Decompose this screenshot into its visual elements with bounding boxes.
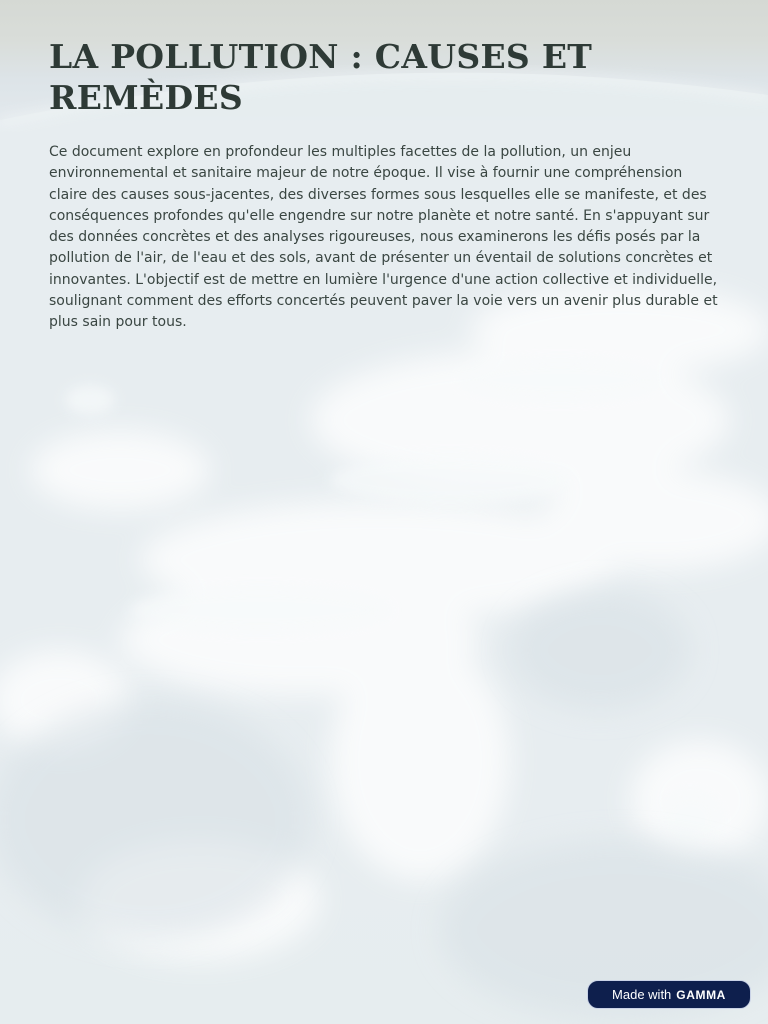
document-intro-paragraph: Ce document explore en profondeur les multiples facettes de la pollution, un enjeu environnemental et sanitaire majeur de notre époque. Il vise à fournir une compréhension claire des causes sous-jacentes, des diverses formes sous lesquelles elle se manifeste, et des conséquences profondes qu'elle engendre sur notre planète et notre santé. En s'appuyant sur des données concrètes et des analyses rigoureuses, nous examinerons les défis posés par la pollution de l'air, de l'eau et des sols, avant de présenter un éventail de solutions concrètes et innovantes. L'objectif est de mettre en lumière l'urgence d'une action collective et individuelle, soulignant comment des efforts concertés peuvent paver la voie vers un avenir plus durable et plus sain pour tous.	[49, 144, 718, 331]
made-with-gamma-badge[interactable]	[587, 980, 751, 1009]
badge-prefix-text: Made with	[612, 987, 672, 1002]
gamma-logo: GAMMA	[676, 987, 726, 1002]
content-area	[49, 36, 721, 334]
document-title: LA POLLUTION : CAUSES ET REMÈDES	[49, 37, 593, 117]
